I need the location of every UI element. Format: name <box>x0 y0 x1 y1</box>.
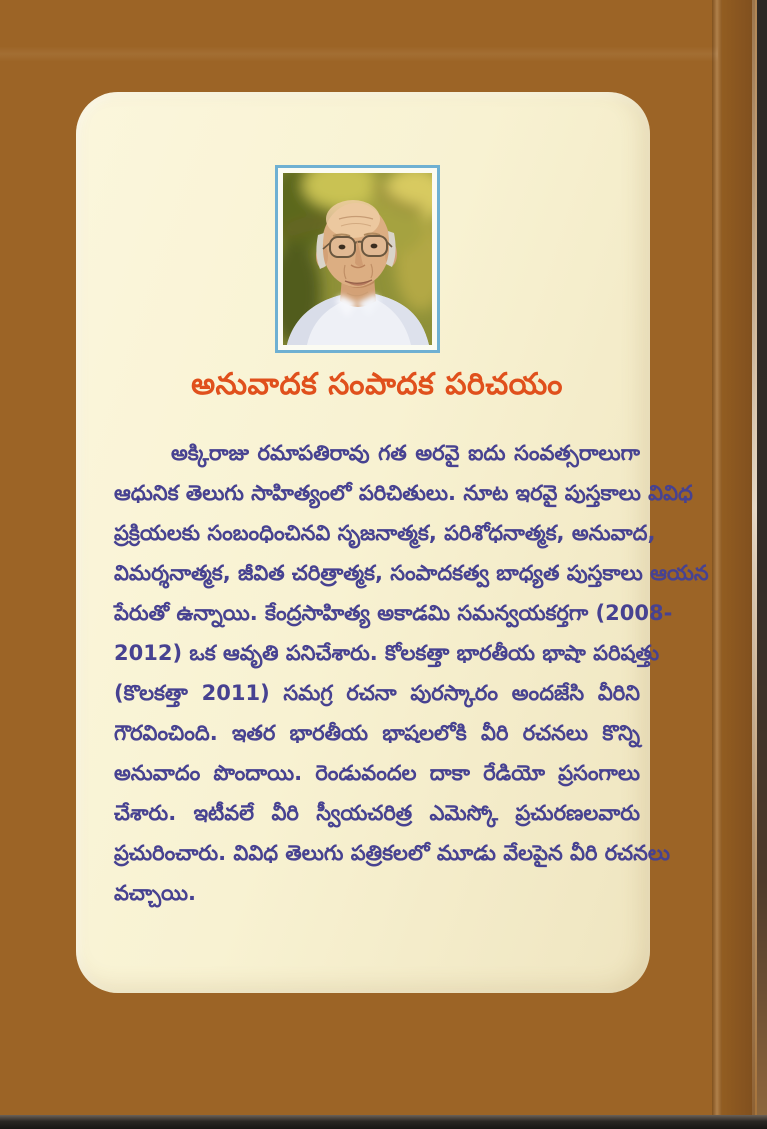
cover-fold-band <box>722 0 755 1129</box>
section-heading: అనువాదక సంపాదక పరిచయం <box>191 367 563 402</box>
bio-line: ఆధునిక తెలుగు సాహిత్యంలో పరిచితులు. నూట ఇరవై పుస్తకాలు వివిధ <box>114 481 693 505</box>
bio-line: అక్కిరాజు రమాపతిరావు గత అరవై ఐదు సంవత్సరాలుగా <box>171 441 640 465</box>
bio-line: ప్రక్రియలకు సంబంధించినవి సృజనాత్మక, పరిశోధనాత్మక, అనువాద, <box>114 521 656 545</box>
bio-line: వచ్చాయి. <box>114 881 197 905</box>
cover-right-edge <box>757 0 767 1129</box>
cover-bottom-edge <box>0 1115 767 1129</box>
bio-line: ప్రచురించారు. వివిధ తెలుగు పత్రికలలో మూడు వేలపైన వీరి రచనలు <box>114 841 671 865</box>
bio-line: చేశారు. ఇటీవలే వీరి స్వీయచరిత్ర ఎమెస్కో ప్రచురణలవారు <box>114 801 640 825</box>
bio-line: అనువాదం పొందాయి. రెండువందల దాకా రేడియో ప్రసంగాలు <box>114 761 640 785</box>
bio-line: గౌరవించింది. ఇతర భారతీయ భాషలలోకి వీరి రచనలు కొన్ని <box>114 721 640 745</box>
author-photo-image <box>283 173 432 345</box>
bio-line: (కొలకత్తా 2011) సమగ్ర రచనా పురస్కారం అందజేసి వీరిని <box>114 681 640 705</box>
bio-line: పేరుతో ఉన్నాయి. కేంద్రసాహిత్య అకాడమి సమన్వయకర్తగా (2008- <box>114 601 673 625</box>
author-photo <box>275 165 440 353</box>
author-bio-paragraph <box>114 433 709 913</box>
bio-line: విమర్శనాత్మక, జీవిత చరిత్రాత్మక, సంపాదకత్వ బాధ్యత పుస్తకాలు ఆయన <box>114 561 709 585</box>
scan-streak <box>0 46 718 62</box>
cover-hinge-groove <box>712 0 722 1129</box>
bio-line: 2012) ఒక ఆవృతి పనిచేశారు. కోలకత్తా భారతీయ భాషా పరిషత్తు <box>114 641 660 665</box>
cream-panel <box>76 92 709 993</box>
